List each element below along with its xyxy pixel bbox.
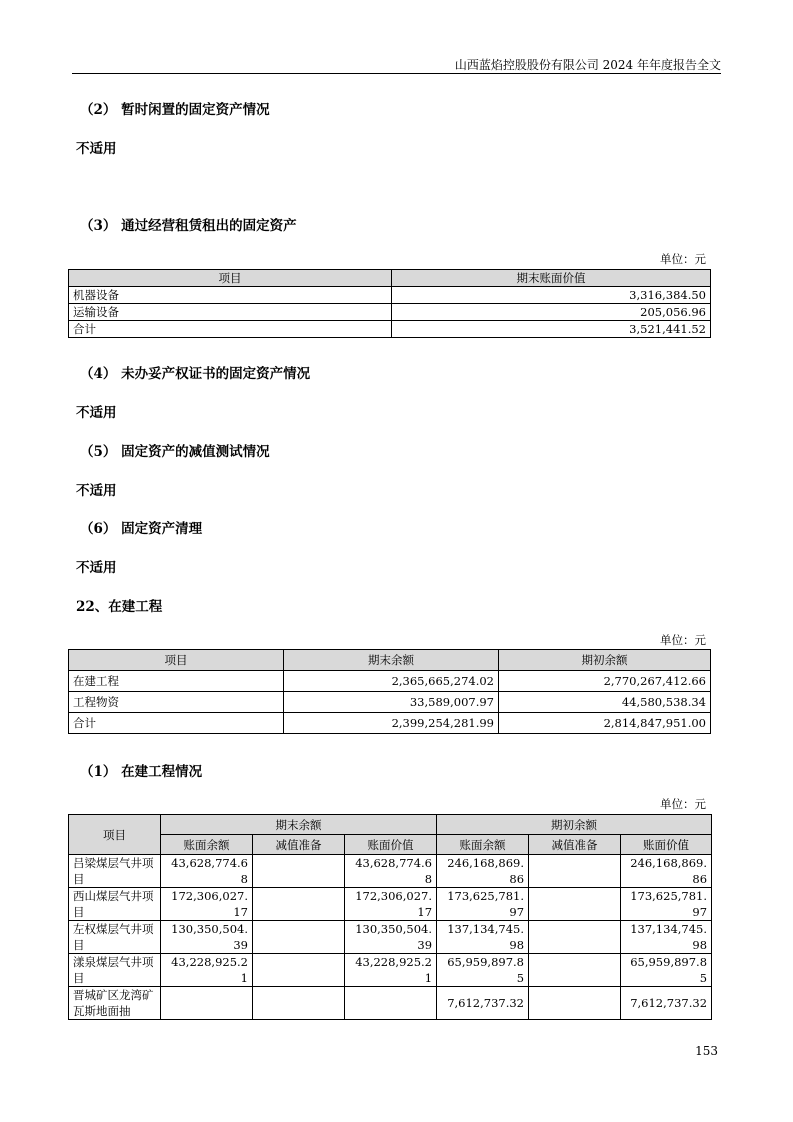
column-header: 减值准备 [529, 835, 621, 855]
section-heading-no-title-deed: （4） 未办妥产权证书的固定资产情况 [80, 366, 311, 382]
header-divider [72, 73, 721, 74]
cell-value: 43,628,774.68 [345, 855, 437, 888]
unit-label-construction-detail: 单位：元 [660, 797, 706, 811]
section-heading-asset-disposal: （6） 固定资产清理 [80, 521, 203, 537]
cell-value: 65,959,897.85 [437, 954, 529, 987]
section-text-asset-disposal: 不适用 [76, 560, 117, 576]
cell-value: 173,625,781.97 [437, 888, 529, 921]
table-row [69, 888, 712, 921]
cell-value: 65,959,897.85 [621, 954, 712, 987]
page-number: 153 [695, 1044, 718, 1058]
cell-value: 43,228,925.21 [161, 954, 253, 987]
cell-value [529, 987, 621, 1020]
column-header: 项目 [69, 270, 392, 287]
cell-value [161, 987, 253, 1020]
cell-value [253, 888, 345, 921]
cell-value: 2,399,254,281.99 [284, 713, 499, 734]
cell-value: 246,168,869.86 [437, 855, 529, 888]
cell-value: 44,580,538.34 [499, 692, 711, 713]
column-header: 账面余额 [161, 835, 253, 855]
leased-assets-table [68, 269, 711, 338]
row-label: 运输设备 [69, 304, 392, 321]
cell-value [253, 987, 345, 1020]
cell-value: 130,350,504.39 [345, 921, 437, 954]
cell-value [529, 855, 621, 888]
cell-value: 3,521,441.52 [392, 321, 711, 338]
construction-summary-table [68, 649, 711, 734]
row-label: 吕梁煤层气井项目 [69, 855, 161, 888]
cell-value [529, 954, 621, 987]
cell-value: 3,316,384.50 [392, 287, 711, 304]
cell-value: 2,770,267,412.66 [499, 671, 711, 692]
section-heading-construction-in-progress: 22、在建工程 [76, 599, 163, 615]
column-header: 减值准备 [253, 835, 345, 855]
table-header-row [69, 815, 712, 835]
row-label: 在建工程 [69, 671, 284, 692]
cell-value: 130,350,504.39 [161, 921, 253, 954]
cell-value: 172,306,027.17 [345, 888, 437, 921]
row-label: 漾泉煤层气井项目 [69, 954, 161, 987]
cell-value: 172,306,027.17 [161, 888, 253, 921]
cell-value: 173,625,781.97 [621, 888, 712, 921]
construction-detail-table [68, 814, 712, 1020]
section-text-impairment-test: 不适用 [76, 483, 117, 499]
cell-value: 7,612,737.32 [437, 987, 529, 1020]
column-header-item: 项目 [69, 815, 161, 855]
table-row [69, 287, 711, 304]
cell-value: 7,612,737.32 [621, 987, 712, 1020]
cell-value: 205,056.96 [392, 304, 711, 321]
table-row [69, 304, 711, 321]
table-row [69, 713, 711, 734]
table-header-row [69, 650, 711, 671]
cell-value: 2,814,847,951.00 [499, 713, 711, 734]
column-group-header-end: 期末余额 [161, 815, 437, 835]
column-header: 账面价值 [345, 835, 437, 855]
table-row [69, 921, 712, 954]
cell-value: 43,628,774.68 [161, 855, 253, 888]
column-header: 账面价值 [621, 835, 712, 855]
row-label: 机器设备 [69, 287, 392, 304]
cell-value: 137,134,745.98 [621, 921, 712, 954]
cell-value: 33,589,007.97 [284, 692, 499, 713]
section-heading-impairment-test: （5） 固定资产的减值测试情况 [80, 444, 270, 460]
column-header: 期末余额 [284, 650, 499, 671]
document-header: 山西蓝焰控股股份有限公司 2024 年年度报告全文 [454, 58, 721, 72]
table-row [69, 692, 711, 713]
column-header: 期末账面价值 [392, 270, 711, 287]
table-row [69, 954, 712, 987]
cell-value: 137,134,745.98 [437, 921, 529, 954]
row-label: 晋城矿区龙湾矿瓦斯地面抽 [69, 987, 161, 1020]
row-label: 左权煤层气井项目 [69, 921, 161, 954]
cell-value [253, 921, 345, 954]
unit-label-leased-assets: 单位：元 [660, 252, 706, 266]
cell-value [345, 987, 437, 1020]
row-label: 西山煤层气井项目 [69, 888, 161, 921]
row-label: 合计 [69, 321, 392, 338]
section-heading-leased-assets: （3） 通过经营租赁租出的固定资产 [80, 218, 297, 234]
cell-value [253, 954, 345, 987]
cell-value [529, 921, 621, 954]
cell-value: 43,228,925.21 [345, 954, 437, 987]
column-header: 项目 [69, 650, 284, 671]
table-row [69, 987, 712, 1020]
column-header: 期初余额 [499, 650, 711, 671]
unit-label-construction: 单位：元 [660, 633, 706, 647]
table-header-row [69, 270, 711, 287]
section-text-no-title-deed: 不适用 [76, 405, 117, 421]
cell-value [529, 888, 621, 921]
cell-value: 2,365,665,274.02 [284, 671, 499, 692]
table-row [69, 321, 711, 338]
cell-value [253, 855, 345, 888]
table-row [69, 671, 711, 692]
column-header: 账面余额 [437, 835, 529, 855]
section-text-idle-assets: 不适用 [76, 141, 117, 157]
table-subheader-row [69, 835, 712, 855]
row-label: 合计 [69, 713, 284, 734]
section-heading-construction-detail: （1） 在建工程情况 [80, 764, 203, 780]
table-row [69, 855, 712, 888]
section-heading-idle-assets: （2） 暂时闲置的固定资产情况 [80, 102, 270, 118]
column-group-header-begin: 期初余额 [437, 815, 712, 835]
cell-value: 246,168,869.86 [621, 855, 712, 888]
row-label: 工程物资 [69, 692, 284, 713]
